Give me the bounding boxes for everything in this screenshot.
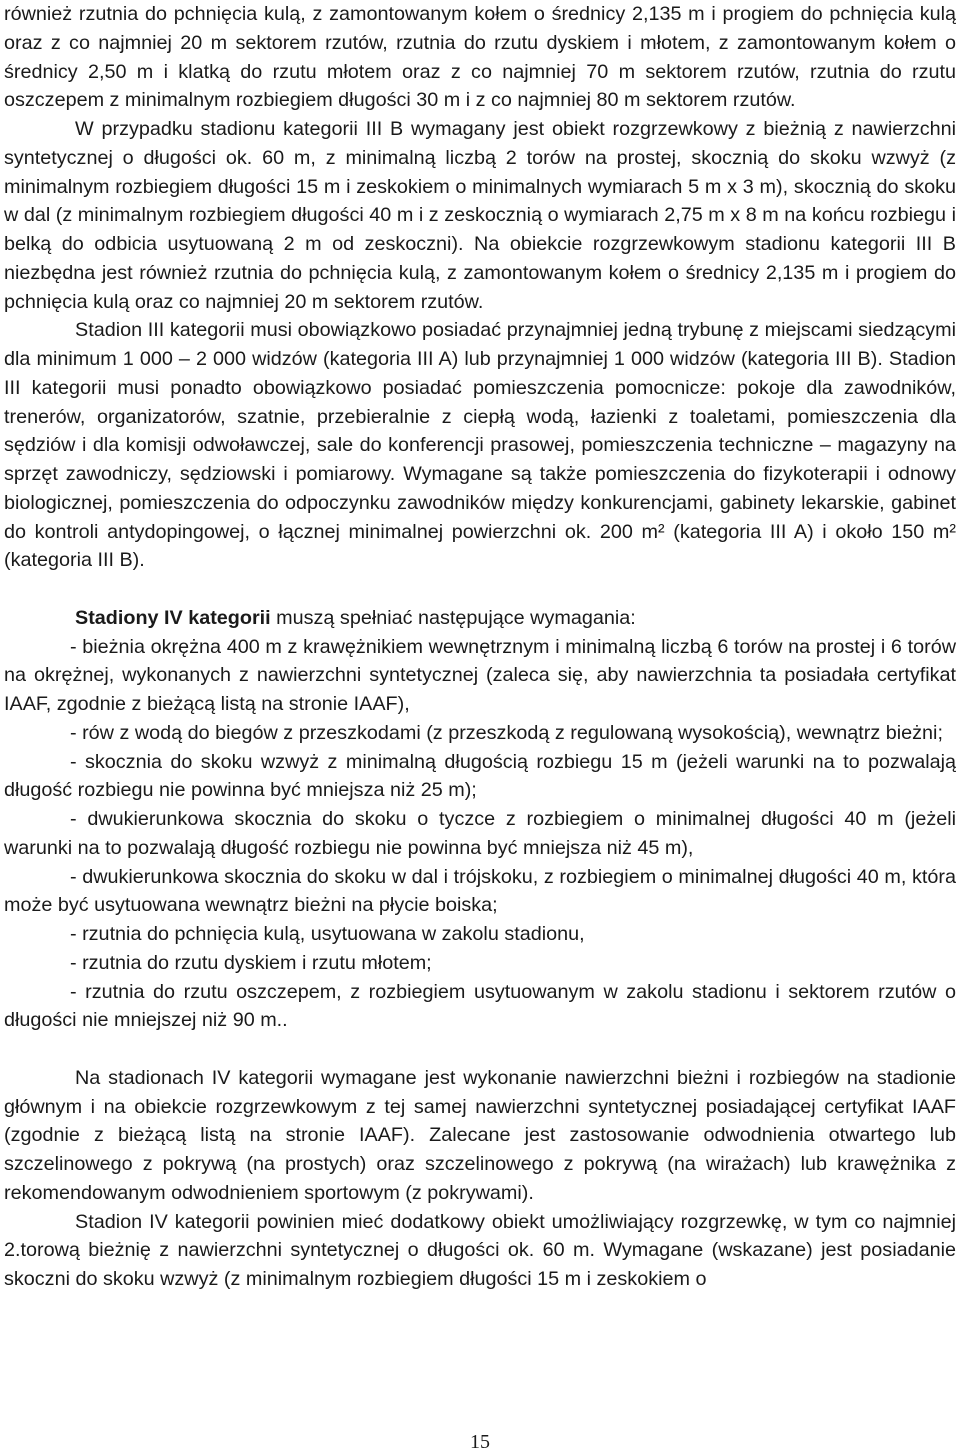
- list-item: - dwukierunkowa skocznia do skoku w dal i trójskoku, z rozbiegiem o minimalnej długości 40 m, która może być usytuowana wewnątrz bieżni na płycie boiska;: [4, 865, 956, 917]
- paragraph-stands-iii: Stadion III kategorii musi obowiązkowo posiadać przynajmniej jedną trybunę z miejscami siedzącymi dla minimum 1 000 – 2 000 widzów (kategoria III A) lub przynajmniej 1 000 widzów (kategoria III B). Stadion III kategorii musi ponadto obowiązkowo posiadać pomieszczenia pomocnicze: pokoje dla zawodników, trenerów, organizatorów, szatnie, przebieralnie z ciepłą wodą, łazienki z toaletami, pomieszczenia dla sędziów i dla komisji odwoławczej, sale do konferencji prasowej, pomieszczenia techniczne – magazyny na sprzęt zawodniczy, sędziowski i pomiarowy. Wymagane są także pomieszczenia do fizykoterapii i odnowy biologicznej, pomieszczenia do odpoczynku zawodników między konkurencjami, gabinety lekarskie, gabinet do kontroli antydopingowej, o łącznej minimalnej powierzchni ok. 200 m² (kategoria III A) i około 150 m² (kategoria III B).: [4, 319, 956, 572]
- category-iv-heading: Stadiony IV kategorii: [75, 606, 271, 629]
- list-item: - rzutnia do pchnięcia kulą, usytuowana w zakolu stadionu,: [70, 923, 585, 945]
- paragraph-throwing-facilities: również rzutnia do pchnięcia kulą, z zamontowanym kołem o średnicy 2,135 m i progiem do pchnięcia kulą oraz z co najmniej 20 m sektorem rzutów, rzutnia do rzutu dyskiem i młotem, z zamontowanym kołem o średnicy 2,50 m i klatką do rzutu młotem oraz z co najmniej 70 m sektorem rzutów, rzutnia do rzutu oszczepem z minimalnym rozbiegiem długości 30 m i z co najmniej 80 m sektorem rzutów.: [4, 3, 956, 112]
- category-iv-intro: muszą spełniać następujące wymagania:: [270, 606, 636, 629]
- list-item: - rzutnia do rzutu dyskiem i rzutu młotem;: [70, 951, 432, 974]
- spacer: [4, 575, 956, 604]
- list-item: - dwukierunkowa skocznia do skoku o tyczce z rozbiegiem o minimalnej długości 40 m (jeżeli warunki na to pozwalają długość rozbiegu nie powinna być mniejsza niż 45 m),: [4, 808, 956, 859]
- spacer: [4, 1035, 956, 1064]
- paragraph-surface-iv: Na stadionach IV kategorii wymagane jest wykonanie nawierzchni bieżni i rozbiegów na stadionie głównym i na obiekcie rozgrzewkowym z tej samej nawierzchni syntetycznej posiadającej certyfikat IAAF (zgodnie z bieżącą listą na stronie IAAF). Zalecane jest zastosowanie odwodnienia otwartego lub szczelinowego z pokrywą (na prostych) oraz szczelinowego z pokrywą (na wirażach) lub krawężnika z rekomendowanym odwodnieniem sportowym (z pokrywami).: [4, 1066, 956, 1204]
- list-item: - rzutnia do rzutu oszczepem, z rozbiegiem usytuowanym w zakolu stadionu i sektorem rzutów o długości nie mniejszej niż 90 m..: [4, 980, 956, 1032]
- list-item: - skocznia do skoku wzwyż z minimalną długością rozbiegu 15 m (jeżeli warunki na to pozwalają długość rozbiegu nie powinna być mniejsza niż 25 m);: [4, 750, 956, 802]
- document-body: [4, 0, 956, 1294]
- page-number: 15: [470, 1431, 490, 1453]
- paragraph-warmup-iv: Stadion IV kategorii powinien mieć dodatkowy obiekt umożliwiający rozgrzewkę, w tym co najmniej 2.torową bieżnię z nawierzchni syntetycznej o długości ok. 60 m. Wymagane (wskazane) jest posiadanie skoczni do skoku wzwyż (z minimalnym rozbiegiem długości 15 m i zeskokiem o: [4, 1210, 956, 1290]
- list-item: - rów z wodą do biegów z przeszkodami (z przeszkodą z regulowaną wysokością), wewnątrz bieżni;: [70, 721, 943, 744]
- paragraph-category-iv-heading: [4, 604, 956, 633]
- paragraph-warmup-iii-b: W przypadku stadionu kategorii III B wymagany jest obiekt rozgrzewkowy z bieżnią z nawierzchni syntetycznej o długości ok. 60 m, z minimalną liczbą 2 torów na prostej, skocznią do skoku wzwyż (z minimalnym rozbiegiem długości 15 m i zeskokiem o minimalnych wymiarach 5 m x 3 m), skocznią do skoku w dal (z minimalnym rozbiegiem długości 40 m i z zeskocznią o wymiarach 2,75 m x 8 m na końcu rozbiegu i belką do odbicia usytuowaną 2 m od zeskoczni). Na obiekcie rozgrzewkowym stadionu kategorii III B niezbędna jest również rzutnia do pchnięcia kulą, z zamontowanym kołem o średnicy 2,135 m i progiem do pchnięcia kulą oraz co najmniej 20 m sektorem rzutów.: [4, 118, 956, 313]
- list-item: - bieżnia okrężna 400 m z krawężnikiem wewnętrznym i minimalną liczbą 6 torów na prostej i 6 torów na okrężnej, wykonanych z nawierzchni syntetycznej (zaleca się, aby nawierzchnia ta posiadała certyfikat IAAF, zgodnie z bieżącą listą na stronie IAAF),: [4, 635, 956, 715]
